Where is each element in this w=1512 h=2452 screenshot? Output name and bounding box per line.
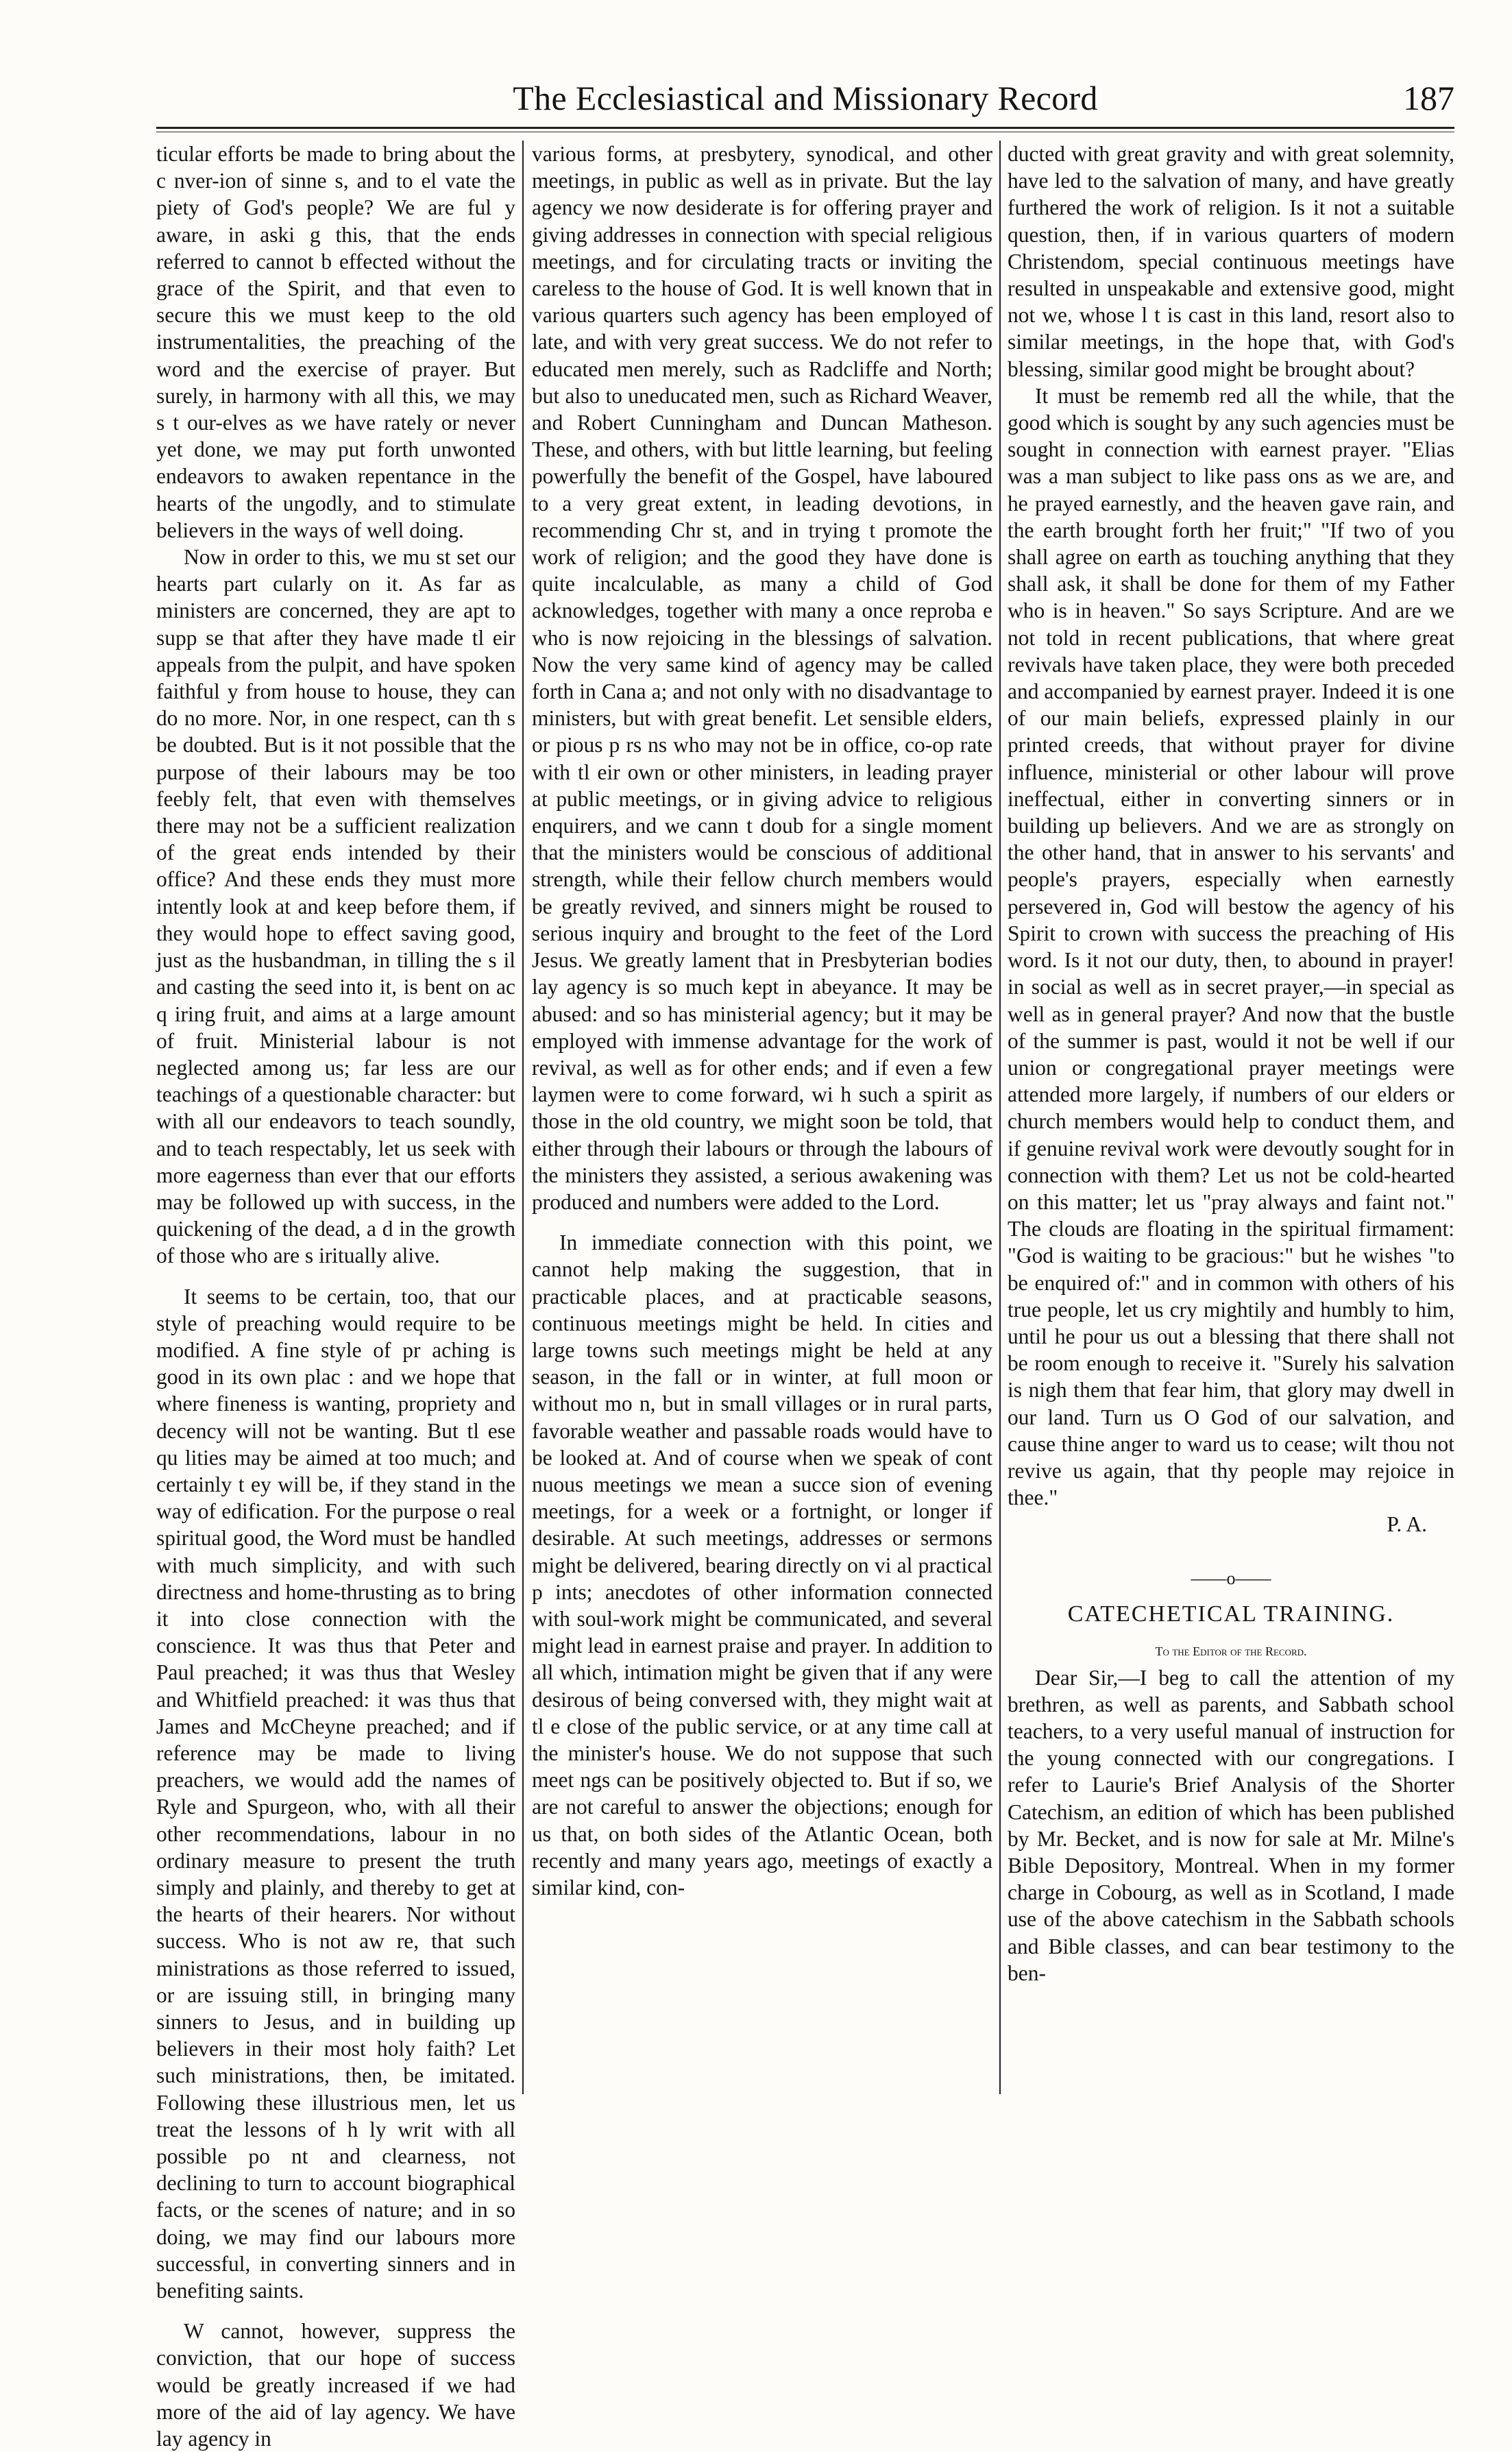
- paragraph: ticular efforts be made to bring about the c nver-ion of sinne s, and to el vate the piety of God's people? We are ful y aware, in aski g this, that the ends referred to cannot b effected without the grace of the Spirit, and that even to secure this we must keep to the old instrumentalities, the preaching of the word and the exercise of prayer. But surely, in harmony with all this, we may s t our-elves as we have rately or never yet done, we may put forth unwonted endeavors to awaken repentance in the hearts of the ungodly, and to stimulate believers in the ways of well doing.: [156, 142, 515, 542]
- page-number: 187: [1403, 79, 1454, 117]
- letter-address: To the Editor of the Record.: [1155, 1644, 1307, 1658]
- column-3: [1008, 141, 1454, 2094]
- author-signature: P. A.: [1387, 1512, 1427, 1537]
- column-rule: [999, 141, 1001, 2094]
- paragraph: ducted with great gravity and with great solemnity, have led to the salvation of many, and have greatly furthered the work of religion. Is it not a suitable question, then, if in various quarters of modern Christendom, special continuous meetings have resulted in unspeakable and extensive good, might not we, whose l t is cast in this land, resort also to similar meetings, in the hope that, with God's blessing, similar good might be brought about?: [1008, 142, 1454, 381]
- paragraph: Dear Sir,—I beg to call the attention of my brethren, as well as parents, and Sabbath school teachers, to a very useful manual of instruction for the young connected with our congregations. I refer to Laurie's Brief Analysis of the Shorter Catechism, an edition of which has been published by Mr. Becket, and is now for sale at Mr. Milne's Bible Depository, Montreal. When in my former charge in Cobourg, as well as in Scotland, I made use of the above catechism in the Sabbath schools and Bible classes, and can bear testimony to the ben-: [1008, 1665, 1454, 1985]
- journal-title: The Ecclesiastical and Missionary Record: [513, 79, 1098, 117]
- paragraph: Now in order to this, we mu st set our hearts part cularly on it. As far as ministers are concerned, they are apt to supp se that after they have made tl eir appeals from the pulpit, and have spoken faithful y from house to house, they can do no more. Nor, in one respect, can th s be doubted. But is it not possible that the purpose of their labours may be too feebly felt, that even with themselves there may not be a sufficient realization of the great ends intended by their office? And these ends they must more intently look at and keep before them, if they would hope to effect saving good, just as the husbandman, in tilling the s il and casting the seed into it, is bent on ac q iring fruit, and aims at a large amount of fruit. Ministerial labour is not neglected among us; far less are our teachings of a questionable character: but with all our endeavors to teach soundly, and to teach respectably, let us seek with more eagerness than ever that our efforts may be followed up with success, in the quickening of the dead, a d in the growth of those who are s iritually alive.: [156, 545, 515, 1268]
- paragraph: It must be rememb red all the while, that the good which is sought by any such agencies must be sought in connection with earnest prayer. "Elias was a man subject to like pass ons as we are, and he prayed earnestly, and the heaven gave rain, and the earth brought forth her fruit;" "If two of you shall agree on earth as touching anything that they shall ask, it shall be done for them of my Father who is in heaven." So says Scripture. And are we not told in recent publications, that where great revivals have taken place, they were both preceded and accompanied by earnest prayer. Indeed it is one of our main beliefs, expressed plainly in our printed creeds, that without prayer for divine influence, ministerial or other labour will prove ineffectual, either in converting sinners or in building up believers. And we are as strongly on the other hand, that in answer to his servants' and people's prayers, especially when earnestly persevered in, God will bestow the agency of his Spirit to crown with success the preaching of His word. Is it not our duty, then, to abound in prayer! in social as well as in secret prayer,—in special as well as in general prayer? And now that the bustle of the summer is past, would it not be well if our union or congregational prayer meetings were attended more largely, if numbers of our elders or church members would help to conduct them, and if genuine revival work were devoutly sought for in connection with them? Let us not be cold-hearted on this matter; let us "pray always and faint not." The clouds are floating in the spiritual firmament: "God is waiting to be gracious:" but he wishes "to be enquired of:" and in common with others of his true people, let us cry mightily and humbly to him, until he pour us out a blessing that there shall not be room enough to receive it. "Surely his salvation is nigh them that fear him, that glory may dwell in our land. Turn us O God of our salvation, and cause thine anger to ward us to cease; wilt thou not revive us again, that thy people may rejoice in thee.": [1008, 383, 1454, 1510]
- running-head: [156, 74, 1454, 129]
- section-divider: ——o——: [1191, 1568, 1271, 1588]
- column-rule: [522, 141, 524, 2094]
- column-1: [156, 141, 515, 2451]
- paragraph: various forms, at presbytery, synodical, and other meetings, in public as well as in private. But the lay agency we now desiderate is for offering prayer and giving addresses in connection with special religious meetings, and for circulating tracts or inviting the careless to the house of God. It is well known that in various quarters such agency has been employed of late, and with very great success. We do not refer to educated men merely, such as Radcliffe and North; but also to uneducated men, such as Richard Weaver, and Robert Cunningham and Duncan Matheson. These, and others, with but little learning, but feeling powerfully the benefit of the Gospel, have laboured to a very great extent, in leading devotions, in recommending Chr st, and in trying t promote the work of religion; and the good they have done is quite incalculable, as many a child of God acknowledges, together with many a once reproba e who is now rejoicing in the blessings of salvation. Now the very same kind of agency may be called forth in Cana a; and not only with no disadvantage to ministers, but with great benefit. Let sensible elders, or pious p rs ns who may not be in office, co-op rate with tl eir own or other ministers, in leading prayer at public meetings, or in giving advice to religious enquirers, and we cann t doub for a single moment that the ministers would be conscious of additional strength, while their fellow church members would be greatly revived, and sinners might be roused to serious inquiry and brought to the feet of the Lord Jesus. We greatly lament that in Presbyterian bodies lay agency is so much kept in abeyance. It may be abused: and so has ministerial agency; but it may be employed with immense advantage for the work of revival, as well as for other ends; and if even a few laymen were to come forward, wi h such a spirit as those in the old country, we might soon be told, that either through their labours or through the labours of the ministers they assisted, a serious awakening was produced and numbers were added to the Lord.: [532, 142, 992, 1214]
- header-rule: [156, 127, 1454, 129]
- paragraph: W cannot, however, suppress the conviction, that our hope of success would be greatly increased if we had more of the aid of lay agency. We have lay agency in: [156, 2319, 515, 2451]
- paragraph: It seems to be certain, too, that our style of preaching would require to be modified. A fine style of pr aching is good in its own plac : and we hope that where fineness is wanting, propriety and decency will not be wanting. But tl ese qu lities may be aimed at too much; and certainly t ey will be, if they stand in the way of edification. For the purpose o real spiritual good, the Word must be handled with much simplicity, and with such directness and home-thrusting as to bring it into close connection with the conscience. It was thus that Peter and Paul preached; it was thus that Wesley and Whitfield preached: it was thus that James and McCheyne preached; and if reference may be made to living preachers, we would add the names of Ryle and Spurgeon, who, with all their other recommendations, labour in no ordinary measure to present the truth simply and plainly, and thereby to get at the hearts of their hearers. Nor without success. Who is not aw re, that such ministrations as those referred to issued, or are issuing still, in bringing many sinners to Jesus, and in building up believers in their most holy faith? Let such ministrations, then, be imitated. Following these illustrious men, let us treat the lessons of h ly writ with all possible po nt and clearness, not declining to turn to account biographical facts, or the scenes of nature; and in so doing, we may find our labours more successful, in converting sinners and in benefiting saints.: [156, 1284, 515, 2303]
- paragraph: In immediate connection with this point, we cannot help making the suggestion, that in practicable places, and at practicable seasons, continuous meetings might be held. In cities and large towns such meetings might be held at any season, in the fall or in winter, at full moon or without mo n, but in small villages or in rural parts, favorable weather and passable roads would have to be looked at. And of course when we speak of cont nuous meetings we mean a succe sion of evening meetings, for a week or a fortnight, or longer if desirable. At such meetings, addresses or sermons might be delivered, bearing directly on vi al practical p ints; anecdotes of other information connected with soul-work might be communicated, and several might lead in earnest praise and prayer. In addition to all which, intimation might be given that if any were desirous of being conversed with, they might wait at tl e close of the public service, or at any time call at the minister's house. We do not suppose that such meet ngs can be positively objected to. But if so, we are not careful to answer the objections; enough for us that, on both sides of the Atlantic Ocean, both recently and many years ago, meetings of exactly a similar kind, con-: [532, 1230, 992, 1899]
- section-title: CATECHETICAL TRAINING.: [1067, 1601, 1395, 1627]
- column-2: [532, 141, 992, 2094]
